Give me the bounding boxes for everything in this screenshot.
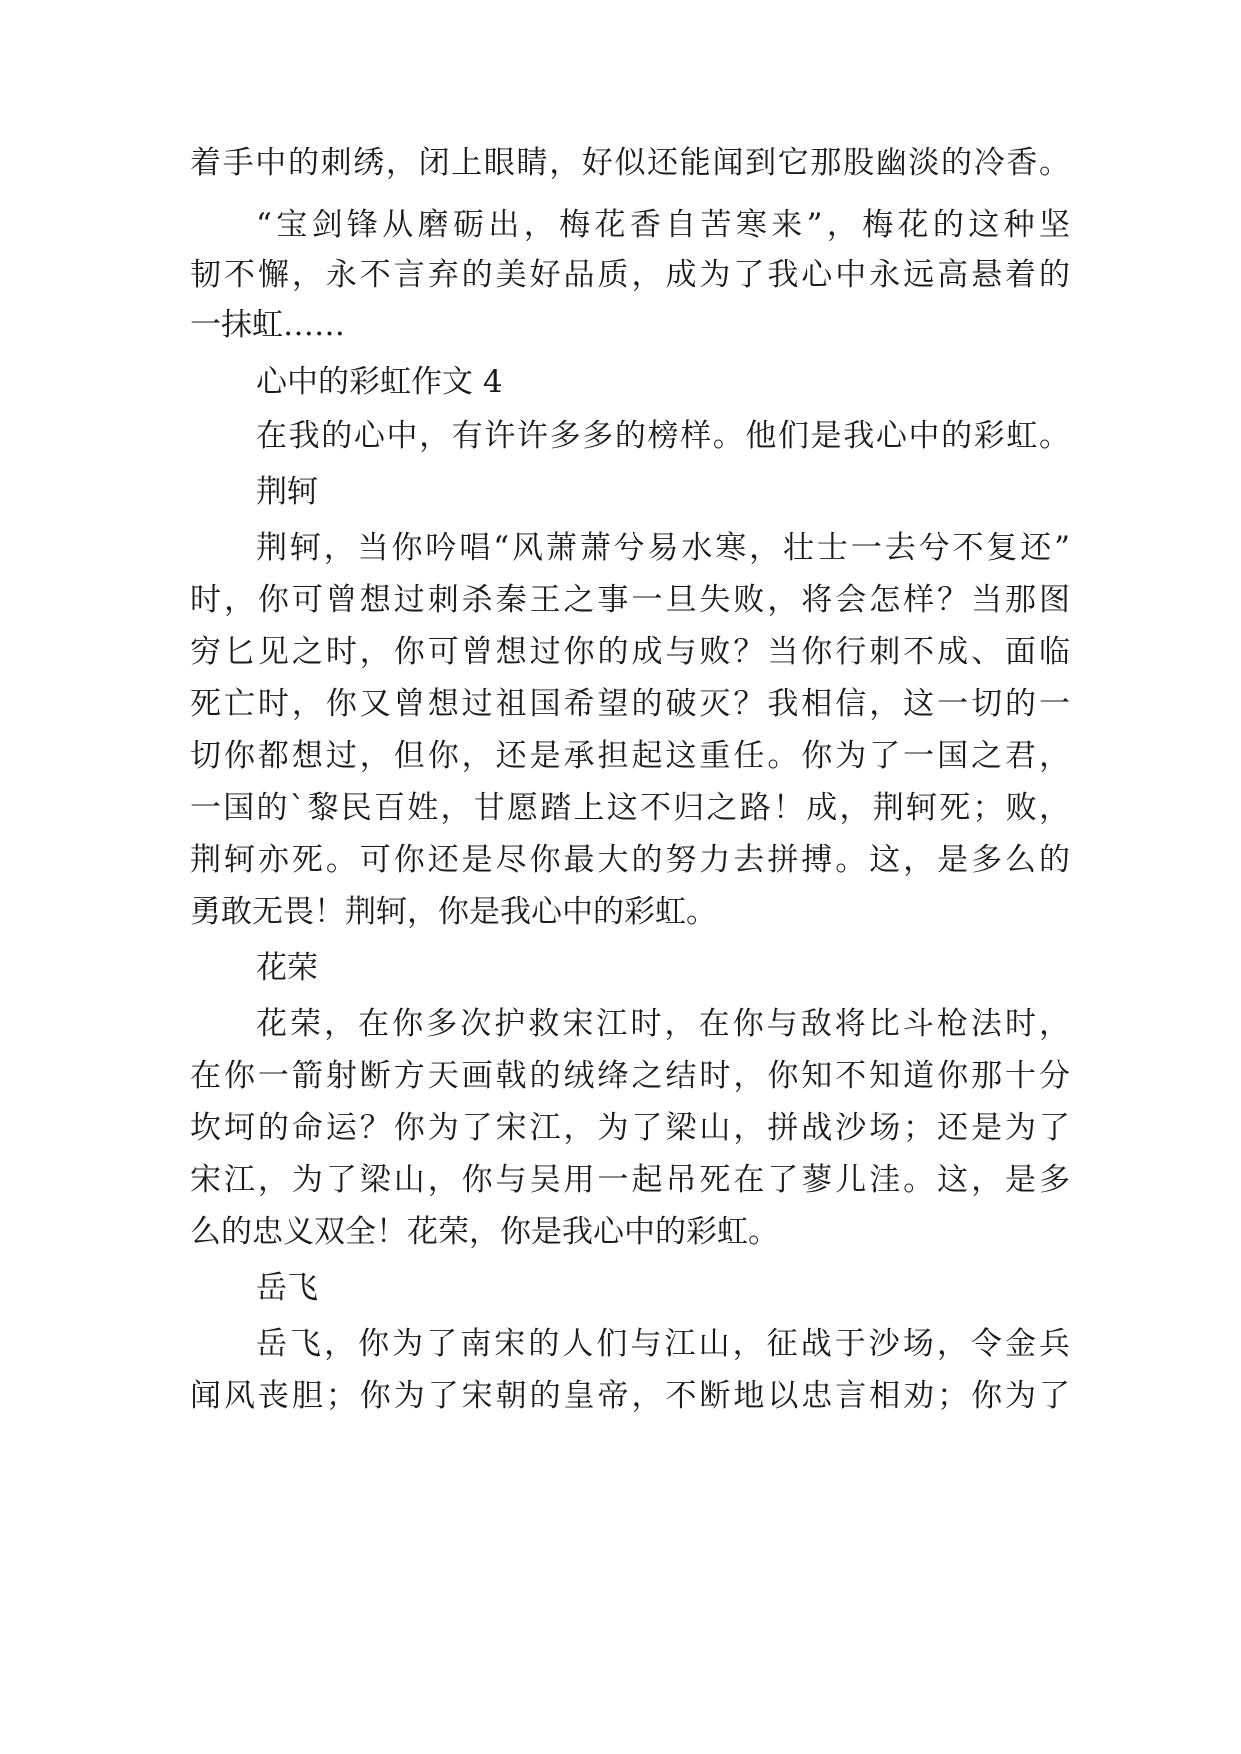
paragraph-line: 勇敢无畏！荆轲，你是我心中的彩虹。: [190, 894, 717, 930]
quote-line: “宝剑锋从磨砺出，梅花香自苦寒来”，梅花的这种坚: [256, 207, 1070, 243]
paragraph-line: 死亡时，你又曾想过祖国希望的破灭？我相信，这一切的一: [190, 686, 1070, 722]
paragraph-line: 荆轲，当你吟唱“风萧萧兮易水寒，壮士一去兮不复还”: [256, 530, 1070, 566]
paragraph-line: 岳飞，你为了南宋的人们与江山，征战于沙场，令金兵: [256, 1326, 1070, 1362]
paragraph-line: 花荣，在你多次护救宋江时，在你与敌将比斗枪法时，: [256, 1006, 1070, 1042]
paragraph-line: 时，你可曾想过刺杀秦王之事一旦失败，将会怎样？当那图: [190, 582, 1070, 618]
paragraph-line: 切你都想过，但你，还是承担起这重任。你为了一国之君，: [190, 738, 1070, 774]
paragraph-line: 韧不懈，永不言弃的美好品质，成为了我心中永远高悬着的: [190, 257, 1070, 293]
section-title: 心中的彩虹作文 4: [256, 364, 503, 400]
paragraph-line: 坎坷的命运？你为了宋江，为了梁山，拼战沙场；还是为了: [190, 1110, 1070, 1146]
paragraph-line: 在我的心中，有许许多多的榜样。他们是我心中的彩虹。: [256, 418, 1070, 454]
subheading-huarong: 花荣: [256, 950, 318, 986]
paragraph-line: 闻风丧胆；你为了宋朝的皇帝，不断地以忠言相劝；你为了: [190, 1378, 1070, 1414]
paragraph-line: 一抹虹……: [190, 307, 345, 343]
paragraph-line: 着手中的刺绣，闭上眼睛，好似还能闻到它那股幽淡的冷香。: [190, 145, 1070, 181]
subheading-yuefei: 岳飞: [256, 1270, 318, 1306]
paragraph-line: 宋江，为了梁山，你与吴用一起吊死在了蓼儿洼。这，是多: [190, 1162, 1070, 1198]
paragraph-line: 一国的`黎民百姓，甘愿踏上这不归之路！成，荆轲死；败，: [190, 790, 1070, 826]
paragraph-line: 穷匕见之时，你可曾想过你的成与败？当你行刺不成、面临: [190, 634, 1070, 670]
paragraph-line: 在你一箭射断方天画戟的绒绛之结时，你知不知道你那十分: [190, 1058, 1070, 1094]
paragraph-line: 么的忠义双全！花荣，你是我心中的彩虹。: [190, 1214, 779, 1250]
paragraph-line: 荆轲亦死。可你还是尽你最大的努力去拼搏。这，是多么的: [190, 842, 1070, 878]
subheading-jingke: 荆轲: [256, 474, 318, 510]
